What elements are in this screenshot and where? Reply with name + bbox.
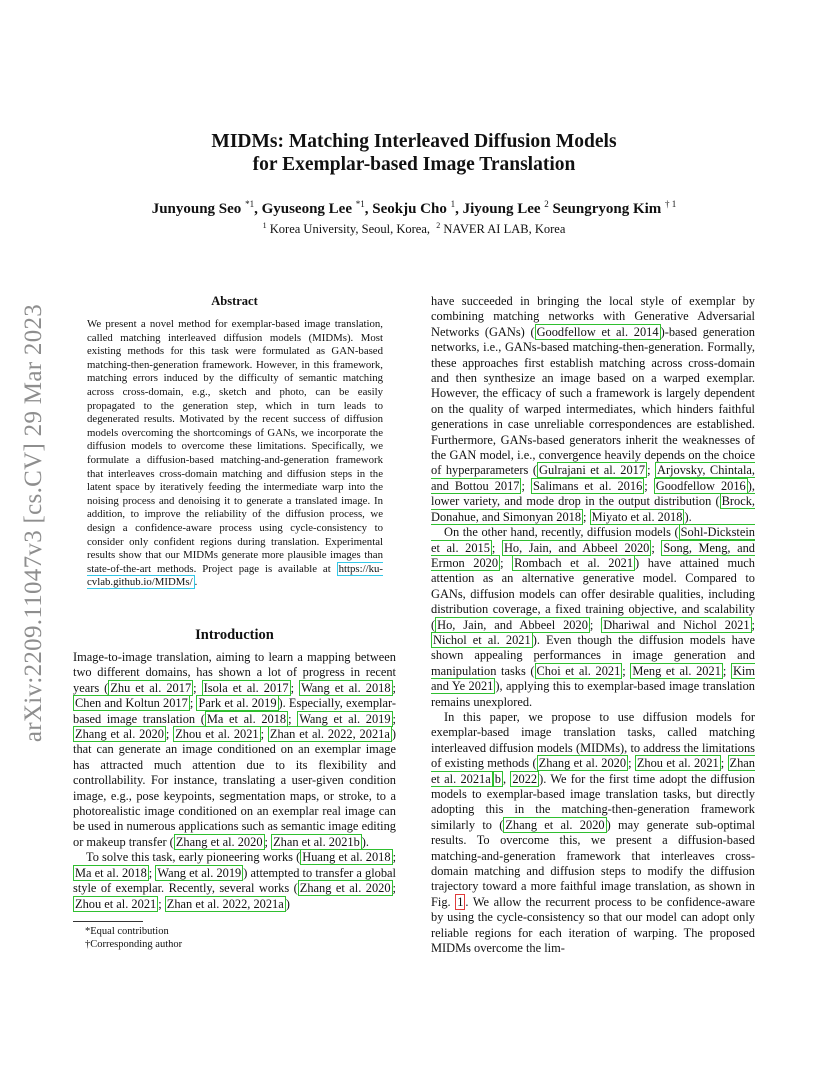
citation-link[interactable]: Zhan et al. 2022, 2021a [269,727,390,742]
citation-link[interactable]: Ho, Jain, and Abbeel 2020 [503,540,650,555]
affiliation-2: NAVER AI LAB, Korea [443,222,566,237]
citation-link[interactable]: Zhang et al. 2020 [175,834,263,849]
citation-link[interactable]: Meng et al. 2021 [632,663,721,678]
affiliation-1: Korea University, Seoul, Korea [269,222,427,237]
citation-link[interactable]: Zhou et al. 2021 [175,727,259,742]
footnote-corresponding-author: †Corresponding author [85,939,183,950]
intro-body [73,650,396,912]
introduction-heading: Introduction [195,627,274,643]
citation-link[interactable]: Goodfellow et al. 2014 [536,324,659,339]
citation-link[interactable]: Zhan et al. 2021b [273,834,360,849]
title-line-1: MIDMs: Matching Interleaved Diffusion Models [211,131,617,152]
citation-link[interactable]: Zhan et al. 2021a [431,756,755,786]
citation-link[interactable]: Zhou et al. 2021 [75,896,157,911]
citation-link[interactable]: Zhou et al. 2021 [636,756,719,771]
footnote-equal-contribution: *Equal contribution [85,926,169,937]
citation-link[interactable]: Chen and Koltun 2017 [75,696,188,711]
author-name: Seungryong Kim [552,201,662,217]
citation-link[interactable]: Nichol et al. 2021 [433,632,531,647]
citation-link[interactable]: Salimans et al. 2016 [532,478,643,493]
arxiv-id-text: arXiv:2209.11047v3 [cs.CV] 29 Mar 2023 [20,303,47,743]
footnotes [85,925,182,951]
author-mark: *1 [355,199,365,209]
citation-link[interactable]: Dhariwal and Nichol 2021 [603,617,750,632]
author-mark: † 1 [665,199,677,209]
right-paragraph-2: On the other hand, recently, diffusion models ( Sohl-Dickstein et al. 2015 ; Ho, Jain, and Abbeel 2020 ; Song, Meng, and Ermon 2020 ; Rombach et al. 2021 ) have attained much attention as an alternative generative model. Compared to GANs, diffusion models can offer desirable qualities, including distribution coverage, a fixed training objective, and scalability ( Ho, Jain, and Abbeel 2020 ; Dhariwal and Nichol 2021 ; Nichol et al. 2021 ). Even though the diffusion models have shown appealing performances in image generation and manipulation tasks ( Choi et al. 2021 ; Meng et al. 2021 ; Kim and Ye 2021 ), applying this to exemplar-based image translation remains unexplored. [431,525,756,709]
citation-link[interactable]: Zhang et al. 2020 [75,727,164,742]
author-name: Seokju Cho [372,201,447,217]
citation-link[interactable]: Song, Meng, and Ermon 2020 [431,540,755,570]
citation-link[interactable]: Sohl-Dickstein et al. 2015 [431,525,755,555]
citation-link[interactable]: Isola et al. 2017 [203,680,289,695]
figure-reference-link[interactable]: 1 [457,894,464,909]
citation-link[interactable]: Rombach et al. 2021 [514,555,634,570]
citation-link[interactable]: Zhu et al. 2017 [110,680,192,695]
citation-link[interactable]: Zhang et al. 2020 [538,756,627,771]
citation-link[interactable]: Zhang et al. 2020 [299,881,391,896]
author-name: Junyoung Seo [151,201,242,217]
citation-link[interactable]: Park et al. 2019 [198,696,277,711]
citation-link[interactable]: Goodfellow 2016 [655,478,746,493]
affiliation-mark: 1 [262,221,267,230]
citation-link[interactable]: Wang et al. 2018 [301,680,391,695]
citation-link[interactable]: Choi et al. 2021 [536,663,621,678]
author-name: Jiyoung Lee [462,201,541,217]
right-paragraph-3: In this paper, we propose to use diffusion models for exemplar-based image translation tasks, called matching interleaved diffusion models (MIDMs), to address the limitations of existing methods ( Zhang et al. 2020 ; Zhou et al. 2021 ; Zhan et al. 2021a b , 2022 ). We for the first time adopt the diffusion models to exemplar-based image translation tasks, but directly adopting this in the matching-then-generation framework similarly to ( Zhang et al. 2020 ) may generate sub-optimal results. To overcome this, we present a diffusion-based matching-and-generation framework that interleaves cross-domain matching and diffusion steps to modify the diffusion trajectory toward a more faithful image translation, as shown in Fig. 1 . We allow the recurrent process to be confidence-aware by using the cycle-consistency so that our model can adopt only reliable regions for each iteration of warping. The proposed MIDMs overcome the lim- [431,709,756,956]
citation-link[interactable]: Huang et al. 2018 [302,850,391,865]
intro-paragraph-1: Image-to-image translation, aiming to learn a mapping between two different domains, has shown a lot of progress in recent years ( Zhu et al. 2017 ; Isola et al. 2017 ; Wang et al. 2018 ; Chen and Koltun 2017 ; Park et al. 2019 ). Especially, exemplar-based image translation ( Ma et al. 2018 ; Wang et al. 2019 ; Zhang et al. 2020 ; Zhou et al. 2021 ; Zhan et al. 2022, 2021a ) that can generate an image conditioned on an exemplar image has attracted much attention due to its flexibility and controllability. For instance, translating a user-given condition image, e.g., pose keypoints, segmentation maps, or stroke, to a photorealistic image conditioned on an exemplar real image can be used in numerous applications such as semantic image editing or makeup transfer ( Zhang et al. 2020 ; Zhan et al. 2021b ). [73,650,396,849]
title-line-2: for Exemplar-based Image Translation [252,154,576,175]
citation-link[interactable]: Brock, Donahue, and Simonyan 2018 [431,494,755,524]
citation-link[interactable]: Gulrajani et al. 2017 [539,463,646,478]
citation-link[interactable]: b [494,771,501,786]
paper-title [0,130,828,176]
author-name: Gyuseong Lee [261,201,352,217]
citation-link[interactable]: Zhan et al. 2022, 2021a [166,896,284,911]
affiliation-mark: 2 [436,221,441,230]
abstract-heading: Abstract [211,294,258,308]
citation-link[interactable]: Kim and Ye 2021 [431,663,756,694]
author-mark: 1 [450,199,456,209]
author-list: Junyoung Seo $^{*1}$, Gyuseong Lee $^{*1}$, Seokju Cho $^1$, Jiyoung Lee $^2$ Seungryong Kim $^{\dagger 1}$ [151,199,677,217]
citation-link[interactable]: Zhang et al. 2020 [505,817,605,832]
citation-link[interactable]: Ho, Jain, and Abbeel 2020 [437,617,588,632]
abstract-body: We present a novel method for exemplar-based image translation, called matching interleaved diffusion models (MIDMs). Most existing methods for this task were formulated as GAN-based matching-then-generation framework. However, in this framework, matching errors induced by the difficulty of semantic matching across cross-domain, e.g., sketch and photo, can be easily propagated to the generation step, which in turn leads to degenerated results. Motivated by the recent success of diffusion models overcoming the shortcomings of GANs, we incorporate the diffusion models to overcome these limitations. Specifically, we formulate a diffusion-based matching-and-generation framework that interleaves cross-domain matching and diffusion steps in the latent space by iteratively feeding the intermediate warp into the noising process and denoising it to generate a translated image. In addition, to improve the reliability of the diffusion process, we design a confidence-aware process using cycle-consistency to consider only confident regions during translation. Experimental results show that our MIDMs generate more plausible images than state-of-the-art methods. Project page is available at https://ku-cvlab.github.io/MIDMs/ . [87,318,383,589]
citation-link[interactable]: Arjovsky, Chintala, and Bottou 2017 [431,463,756,493]
abstract-text: We present a novel method for exemplar-based image translation, called matching interleaved diffusion models (MIDMs). Most existing methods for this task were formulated as GAN-based matching-then-generation framework. However, in this framework, matching errors induced by the difficulty of semantic matching across cross-domain, e.g., sketch and photo, can be easily propagated to the generation step, which in turn leads to degenerated results. Motivated by the recent success of diffusion models overcoming the shortcomings of GANs, we incorporate the diffusion models to overcome these limitations. Specifically, we formulate a diffusion-based matching-and-generation framework that interleaves cross-domain matching and diffusion steps in the latent space by iteratively feeding the intermediate warp into the noising process and denoising it to generate a translated image. In addition, to improve the reliability of the diffusion process, we design a confidence-aware process using cycle-consistency to consider only confident regions during translation. Experimental results show that our MIDMs generate more plausible images than state-of-the-art methods. Project page is available at [87,318,383,575]
citation-link[interactable]: Wang et al. 2019 [157,865,242,880]
citation-link[interactable]: Wang et al. 2019 [299,711,391,726]
citation-link[interactable]: Ma et al. 2018 [206,711,287,726]
citation-link[interactable]: Miyato et al. 2018 [591,509,683,524]
footnote-divider [73,921,143,922]
project-page-link[interactable]: https://ku-cvlab.github.io/MIDMs/ [87,562,383,589]
author-mark: 2 [544,199,549,209]
citation-link[interactable]: 2022 [512,771,538,786]
affiliations: $^1$ Korea University, Seoul, Korea, $^2$ NAVER AI LAB, Korea [262,221,566,237]
citation-link[interactable]: Ma et al. 2018 [75,865,147,880]
intro-paragraph-2: To solve this task, early pioneering works ( Huang et al. 2018 ; Ma et al. 2018 ; Wang et al. 2019 ) attempted to transfer a global style of exemplar. Recently, several works ( Zhang et al. 2020 ; Zhou et al. 2021 ; Zhan et al. 2022, 2021a ) [73,850,397,911]
right-column-body [431,294,755,956]
right-paragraph-1: have succeeded in bringing the local style of exemplar by combining matching networks with Generative Adversarial Networks (GANs) ( Goodfellow et al. 2014 )-based generation networks, i.e., GANs-based matching-then-generation. Formally, these approaches first establish matching across cross-domain and then synthesize an image based on a warped exemplar. However, the efficacy of such a framework is largely dependent on the quality of warped intermediates, which hinders faithful generations in case unreliable correspondences are established. Furthermore, GANs-based generators inherit the weaknesses of the GAN model, i.e., convergence heavily depends on the choice of hyperparameters ( Gulrajani et al. 2017 ; Arjovsky, Chintala, and Bottou 2017 ; Salimans et al. 2016 ; Goodfellow 2016 ), lower variety, and mode drop in the output distribution ( Brock, Donahue, and Simonyan 2018 ; Miyato et al. 2018 ). [431,294,756,524]
arxiv-identifier [18,288,50,758]
author-mark: *1 [245,199,255,209]
